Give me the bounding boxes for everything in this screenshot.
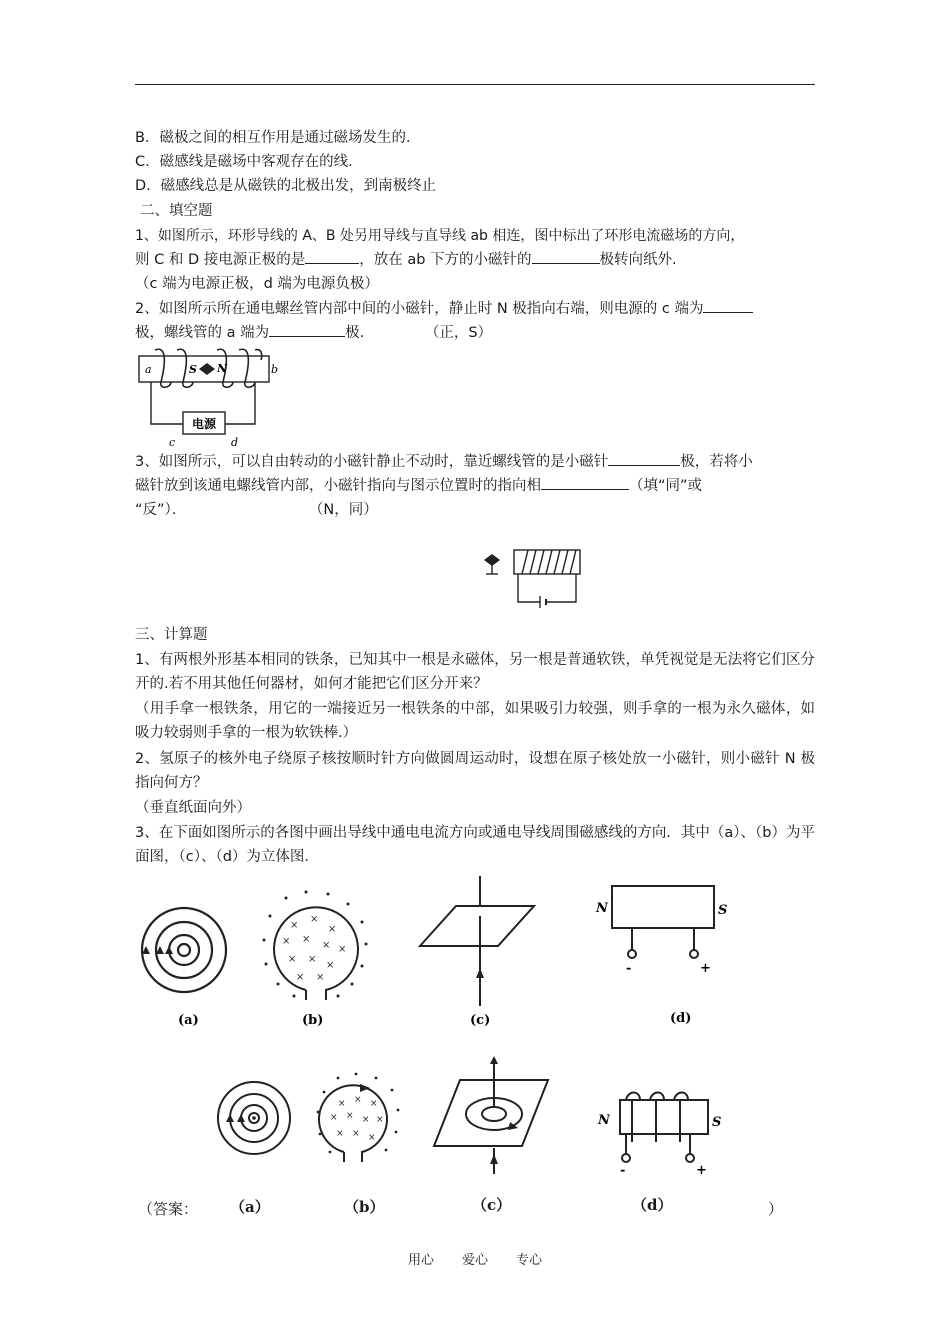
q1-line2: 则 C 和 D 接电源正极的是 ，放在 ab 下方的小磁针的 极转向纸外.: [135, 248, 815, 272]
terminal-c-label: c: [169, 436, 176, 449]
calc-q3: 3、在下面如图所示的各图中画出导线中通电电流方向或通电导线周围磁感线的方向．其中（a）、（b）为平面图，（c）、（d）为立体图．: [135, 825, 815, 865]
svg-text:×: ×: [322, 940, 331, 951]
svg-text:×: ×: [310, 914, 319, 925]
answer-plus: +: [696, 1163, 707, 1176]
answer-minus: -: [620, 1163, 626, 1176]
answer-prefix: （答案：: [138, 1200, 199, 1218]
q2-line1: 2、如图所示所在通电螺丝管内部中间的小磁针，静止时 N 极指向右端，则电源的 c 端为: [135, 297, 815, 321]
answer-pole-n: N: [598, 1113, 610, 1128]
svg-text:×: ×: [368, 1133, 376, 1143]
answer-blank: [532, 249, 600, 264]
compass-s-label: S: [189, 363, 197, 376]
calc-q2: 2、氢原子的核外电子绕原子核按顺时针方向做圆周运动时，设想在原子核处放一小磁针，则小磁针 N 极指向何方？: [135, 751, 815, 791]
svg-text:×: ×: [296, 972, 305, 983]
question-figures: [130, 876, 750, 1036]
answer-label-a: （a）: [230, 1198, 270, 1216]
fig-label-c: (c): [470, 1013, 491, 1028]
end-b-label: b: [271, 363, 279, 376]
svg-text:×: ×: [288, 954, 297, 965]
page-footer: 用心 爱心 专心: [407, 1253, 543, 1268]
figure-b: [263, 891, 368, 1001]
svg-text:×: ×: [370, 1099, 378, 1109]
terminal-d-label: d: [231, 436, 239, 449]
compass-n-label: N: [217, 362, 228, 375]
svg-text:×: ×: [282, 936, 291, 947]
answer-label-b: （b）: [344, 1198, 385, 1216]
answer-suffix: ）: [768, 1200, 784, 1218]
figure-d: [612, 886, 714, 958]
svg-text:×: ×: [330, 1113, 338, 1123]
svg-text:×: ×: [302, 934, 311, 945]
svg-text:×: ×: [338, 1099, 346, 1109]
section-heading-fill: 二、填空题: [140, 203, 213, 219]
option-c: C．磁感线是磁场中客观存在的线．: [135, 154, 363, 170]
option-d: D．磁感线总是从磁铁的北极出发，到南极终止: [135, 178, 437, 194]
answer-figure-b: [317, 1073, 400, 1162]
svg-text:×: ×: [346, 1111, 354, 1121]
power-supply-label: 电源: [191, 417, 217, 431]
answer-label-c: （c）: [472, 1196, 512, 1214]
svg-text:×: ×: [376, 1115, 384, 1125]
q1-line1: 1、如图所示，环形导线的 A、B 处另用导线与直导线 ab 相连，图中标出了环形电流磁场的方向，: [135, 228, 745, 244]
svg-text:×: ×: [336, 1129, 344, 1139]
svg-text:×: ×: [290, 920, 299, 931]
q3-line1: 3、如图所示，可以自由转动的小磁针静止不动时，靠近螺线管的是小磁针 极，若将小: [135, 450, 815, 474]
terminal-minus-label: -: [626, 961, 632, 976]
compass-solenoid-figure: [478, 544, 588, 610]
answer-blank: [269, 322, 345, 337]
answer-blank: [541, 475, 629, 490]
option-b: B．磁极之间的相互作用是通过磁场发生的．: [135, 130, 421, 146]
svg-text:×: ×: [362, 1115, 370, 1125]
end-a-label: a: [145, 363, 152, 376]
fig-label-d: (d): [670, 1011, 692, 1026]
solenoid-circuit-figure: [133, 346, 283, 450]
answer-blank: [608, 451, 680, 466]
svg-text:×: ×: [328, 924, 337, 935]
answer-label-d: （d）: [632, 1196, 673, 1214]
section-heading-calc: 三、计算题: [135, 627, 208, 643]
figure-a: [142, 908, 226, 992]
answer-blank: [305, 249, 359, 264]
svg-text:×: ×: [316, 972, 325, 983]
answer-pole-s: S: [712, 1115, 722, 1130]
figure-c: [420, 876, 534, 1006]
answer-figure-c: [434, 1060, 548, 1174]
svg-text:×: ×: [338, 944, 347, 955]
answer-figure-d: [620, 1093, 708, 1163]
q1-answer: （c 端为电源正极，d 端为电源负极）: [135, 276, 379, 292]
calc-q1-answer: （用手拿一根铁条，用它的一端接近另一根铁条的中部，如果吸引力较强，则手拿的一根为永久磁体，如吸力较弱则手拿的一根为软铁棒.）: [135, 701, 815, 741]
q3-line3: “反”）． （N，同）: [135, 502, 378, 518]
pole-n-label: N: [596, 901, 608, 916]
answer-figures: [200, 1056, 740, 1176]
header-rule: [135, 84, 815, 85]
q3-line2: 磁针放到该通电螺线管内部，小磁针指向与图示位置时的指向相 （填“同”或: [135, 474, 815, 498]
q2-line2: 极，螺线管的 a 端为 极. （正，S）: [135, 321, 815, 345]
calc-q1: 1、有两根外形基本相同的铁条，已知其中一根是永磁体，另一根是普通软铁，单凭视觉是无法将它们区分开的.若不用其他任何器材，如何才能把它们区分开来？: [135, 652, 815, 692]
answer-blank: [703, 298, 753, 313]
svg-text:×: ×: [326, 960, 335, 971]
fig-label-a: (a): [178, 1013, 199, 1028]
pole-s-label: S: [718, 903, 728, 918]
svg-text:×: ×: [308, 954, 317, 965]
fig-label-b: (b): [302, 1013, 324, 1028]
terminal-plus-label: +: [700, 961, 711, 976]
svg-text:×: ×: [352, 1129, 360, 1139]
calc-q2-answer: （垂直纸面向外）: [135, 800, 251, 816]
svg-text:×: ×: [354, 1095, 362, 1105]
